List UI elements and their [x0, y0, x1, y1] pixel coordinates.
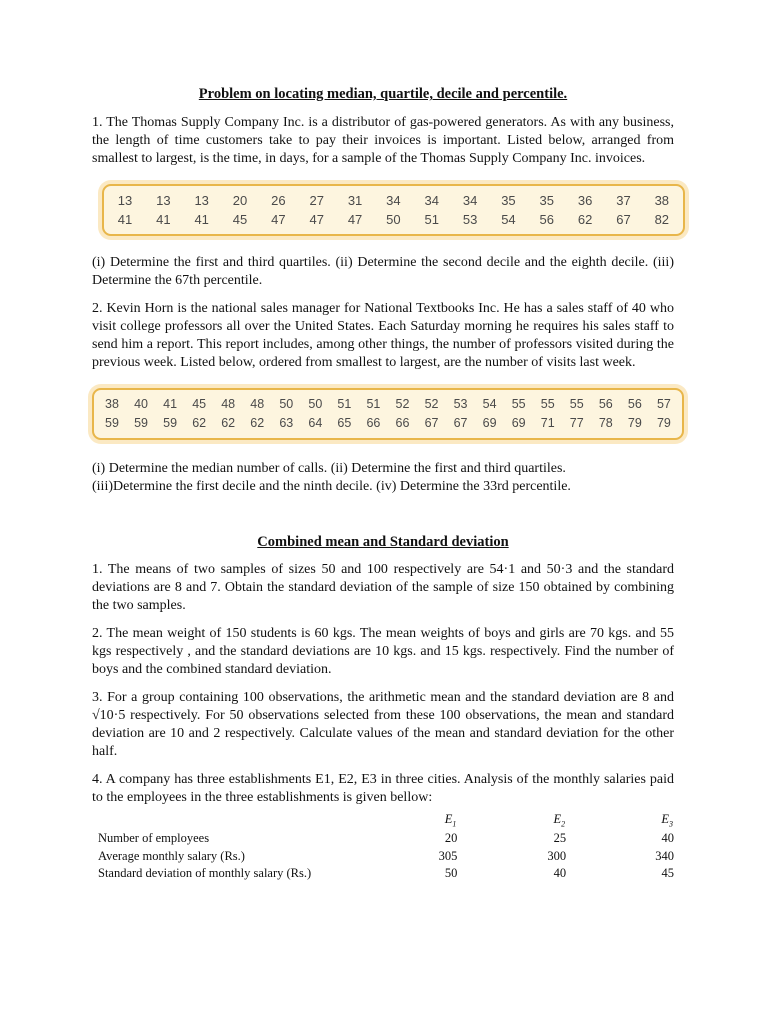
data-cell: 56	[598, 397, 613, 411]
table-row	[98, 848, 674, 866]
question2-tasks-line1: (i) Determine the median number of calls. (ii) Determine the first and third quartiles.	[92, 461, 566, 476]
question1-text: 1. The Thomas Supply Company Inc. is a distributor of gas-powered generators. As with any business, the length of time customers take to pay their invoices is important. Listed below, arranged from smallest to largest, is the time, in days, for a sample of the Thomas Supply Company Inc. invoices.	[92, 115, 674, 166]
data-cell: 34	[462, 193, 478, 208]
data-cell: 13	[117, 193, 133, 208]
data-cell: 40	[134, 397, 148, 411]
table-cell: 300	[547, 848, 567, 863]
q1-data-row-2	[110, 210, 677, 229]
data-cell: 62	[192, 416, 207, 430]
question1-tasks: (i) Determine the first and third quartiles. (ii) Determine the second decile and the eighth decile. (iii) Determine the 67th percentile.	[92, 255, 674, 288]
data-cell: 66	[395, 416, 410, 430]
table-cell: 305	[438, 848, 458, 863]
data-cell: 79	[627, 416, 642, 430]
data-cell: 82	[654, 212, 670, 227]
table-cell: 40	[553, 866, 567, 881]
data-cell: 65	[337, 416, 352, 430]
data-cell: 38	[105, 397, 119, 411]
data-cell: 38	[654, 193, 670, 208]
data-cell: 48	[221, 397, 236, 411]
table-cell: 25	[553, 831, 567, 846]
data-cell: 34	[386, 193, 401, 208]
data-cell: 52	[395, 397, 410, 411]
data-cell: 62	[221, 416, 236, 430]
data-cell: 77	[569, 416, 584, 430]
data-cell: 26	[271, 193, 286, 208]
q2-data-row-2	[100, 414, 676, 433]
table-cell: 340	[655, 848, 674, 863]
combined-problem-1: 1. The means of two samples of sizes 50 and 100 respectively are 54·1 and 50·3 and the standard deviations are 8 and 7. Obtain the standard deviation of the sample of size 150 obtained by combining the two samples.	[92, 562, 674, 613]
question2-data-box	[92, 388, 684, 440]
data-cell: 55	[569, 397, 584, 411]
row-label: Standard deviation of monthly salary (Rs.)	[98, 866, 312, 881]
data-cell: 59	[105, 416, 119, 430]
question2-text: 2. Kevin Horn is the national sales manager for National Textbooks Inc. He has a sales staff of 40 who visit college professors all over the United States. Each Saturday morning he requires his sales staff to send him a report. This report includes, among other things, the number of professors visited during the previous week. Listed below, ordered from smallest to largest, are the number of visits last week.	[92, 301, 674, 370]
data-cell: 41	[117, 212, 133, 227]
section2-title: Combined mean and Standard deviation	[257, 534, 509, 550]
data-cell: 51	[366, 397, 381, 411]
table-row	[98, 830, 674, 848]
data-cell: 62	[577, 212, 593, 227]
header-e3: $E_3$	[661, 811, 673, 829]
data-cell: 45	[232, 212, 248, 227]
data-cell: 56	[539, 212, 555, 227]
data-cell: 59	[134, 416, 148, 430]
data-cell: 67	[424, 416, 439, 430]
data-cell: 20	[232, 193, 248, 208]
combined-problem-2: 2. The mean weight of 150 students is 60 kgs. The mean weights of boys and girls are 70 kgs. and 55 kgs respectively , and the standard deviations are 10 kgs. and 15 kgs. respectively. Find the number of boys and the combined standard deviation.	[92, 626, 674, 677]
data-cell: 13	[194, 193, 209, 208]
data-cell: 53	[453, 397, 468, 411]
data-cell: 13	[156, 193, 171, 208]
section1-title: Problem on locating median, quartile, decile and percentile.	[198, 86, 568, 102]
data-cell: 45	[192, 397, 207, 411]
data-cell: 35	[539, 193, 555, 208]
data-cell: 51	[337, 397, 352, 411]
q1-data-row-1	[110, 191, 677, 210]
data-cell: 55	[511, 397, 526, 411]
table-cell: 50	[444, 866, 458, 881]
data-cell: 67	[453, 416, 468, 430]
salary-table-header	[98, 810, 674, 830]
data-cell: 54	[482, 397, 497, 411]
document-page	[92, 86, 674, 883]
data-cell: 35	[501, 193, 516, 208]
data-cell: 57	[656, 397, 671, 411]
header-e2: $E_2$	[553, 811, 566, 829]
data-cell: 69	[482, 416, 497, 430]
data-cell: 79	[656, 416, 671, 430]
table-cell: 20	[444, 831, 458, 846]
header-e1: $E_1$	[444, 811, 457, 829]
data-cell: 53	[462, 212, 478, 227]
data-cell: 37	[616, 193, 631, 208]
table-cell: 45	[661, 866, 674, 881]
data-cell: 48	[250, 397, 265, 411]
data-cell: 64	[308, 416, 323, 430]
data-cell: 50	[386, 212, 401, 227]
data-cell: 56	[627, 397, 642, 411]
data-cell: 54	[501, 212, 516, 227]
data-cell: 62	[250, 416, 265, 430]
data-cell: 67	[616, 212, 631, 227]
data-cell: 69	[511, 416, 526, 430]
data-cell: 31	[347, 193, 363, 208]
row-label: Average monthly salary (Rs.)	[98, 848, 245, 863]
data-cell: 50	[308, 397, 323, 411]
data-cell: 52	[424, 397, 439, 411]
table-row	[98, 865, 674, 883]
salary-table	[98, 810, 674, 883]
data-cell: 51	[424, 212, 439, 227]
data-cell: 63	[279, 416, 294, 430]
question2-tasks-line2: (iii)Determine the first decile and the ninth decile. (iv) Determine the 33rd percentile.	[92, 479, 571, 494]
combined-problem-4: 4. A company has three establishments E1, E2, E3 in three cities. Analysis of the monthly salaries paid to the employees in the three establishments is given bellow:	[92, 772, 674, 805]
data-cell: 78	[598, 416, 613, 430]
table-cell: 40	[661, 831, 674, 846]
data-cell: 34	[424, 193, 439, 208]
data-cell: 55	[540, 397, 555, 411]
data-cell: 41	[156, 212, 171, 227]
data-cell: 41	[194, 212, 209, 227]
data-cell: 50	[279, 397, 294, 411]
question1-data-box	[102, 184, 685, 236]
row-label: Number of employees	[98, 831, 210, 846]
data-cell: 59	[163, 416, 178, 430]
data-cell: 47	[347, 212, 363, 227]
data-cell: 47	[271, 212, 286, 227]
data-cell: 66	[366, 416, 381, 430]
data-cell: 27	[309, 193, 324, 208]
data-cell: 71	[540, 416, 555, 430]
q2-data-row-1	[100, 395, 676, 414]
data-cell: 41	[163, 397, 178, 411]
data-cell: 47	[309, 212, 324, 227]
data-cell: 36	[577, 193, 593, 208]
combined-problem-3: 3. For a group containing 100 observations, the arithmetic mean and the standard deviation are 8 and √10·5 respectively. For 50 observations selected from these 100 observations, the mean and standard deviation are 10 and 2 respectively. Calculate values of the mean and standard deviation for the other half.	[92, 690, 674, 759]
